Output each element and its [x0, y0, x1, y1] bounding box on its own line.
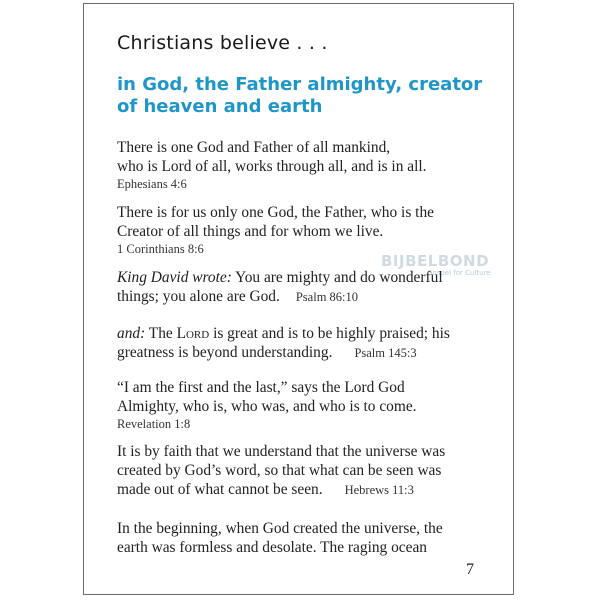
passage-line: earth was formless and desolate. The raging ocean	[117, 539, 427, 556]
passage-text: You are mighty and do wonderful	[231, 269, 443, 286]
passage-ephesians	[117, 138, 502, 193]
watermark-logo: BIJBELBOND	[381, 252, 490, 270]
scripture-reference: 1 Corinthians 8:6	[117, 242, 204, 256]
page-heading: Christians believe . . .	[117, 32, 328, 54]
passage-psalm-145	[117, 324, 502, 363]
passage-line: Creator of all things and for whom we live.	[117, 223, 384, 240]
passage-line: There is for us only one God, the Father, who is the	[117, 204, 434, 221]
passage-text: greatness is beyond understanding.	[117, 344, 333, 361]
passage-line: Almighty, who is, who was, and who is to come.	[117, 398, 417, 415]
passage-line: “I am the first and the last,” says the Lord God	[117, 379, 405, 396]
passage-text: made out of what cannot be seen.	[117, 481, 323, 498]
passage-line: It is by faith that we understand that the universe was	[117, 443, 446, 460]
passage-text: The	[145, 325, 177, 342]
scripture-reference: Psalm 145:3	[354, 346, 417, 360]
passage-intro: King David wrote:	[117, 269, 232, 286]
lord-small-caps: Lord	[176, 325, 210, 342]
subheading-line-1: in God, the Father almighty, creator	[117, 74, 483, 95]
scripture-reference: Ephesians 4:6	[117, 177, 187, 191]
passage-genesis	[117, 519, 502, 557]
passage-intro: and:	[117, 325, 146, 342]
passage-line: created by God’s word, so that what can be seen was	[117, 462, 442, 479]
scripture-reference: Hebrews 11:3	[344, 483, 414, 497]
page-number: 7	[466, 561, 474, 578]
book-page	[83, 3, 514, 595]
passage-text: is great and is to be highly praised; his	[209, 325, 450, 342]
passage-text: things; you alone are God.	[117, 288, 280, 305]
passage-line: who is Lord of all, works through all, and is in all.	[117, 158, 427, 175]
section-subheading	[117, 74, 497, 118]
subheading-line-2: of heaven and earth	[117, 96, 323, 117]
scripture-reference: Revelation 1:8	[117, 417, 191, 431]
passage-line: In the beginning, when God created the universe, the	[117, 520, 443, 537]
passage-hebrews	[117, 442, 502, 500]
passage-revelation	[117, 378, 502, 433]
scripture-reference: Psalm 86:10	[295, 290, 359, 304]
watermark-tagline: Gospel for Culture	[427, 269, 491, 277]
passage-1-corinthians	[117, 203, 502, 258]
passage-line: There is one God and Father of all mankind,	[117, 139, 391, 156]
